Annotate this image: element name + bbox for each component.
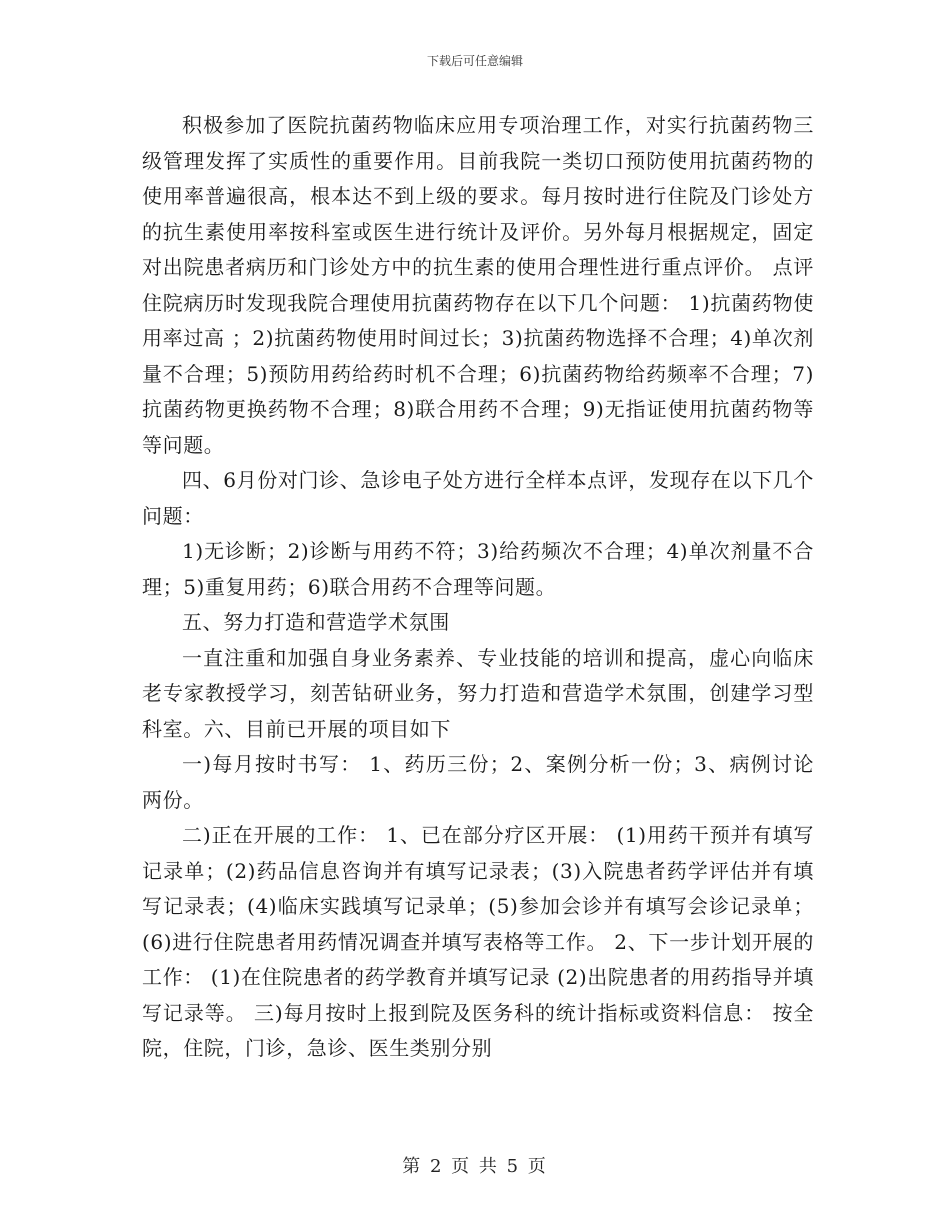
paragraph-ongoing-work: 二)正在开展的工作： 1、已在部分疗区开展： (1)用药干预并有填写记录单；(2)药品信息咨询并有填写记录表；(3)入院患者药学评估并有填写记录表；(4)临床实践填写记录单；(5)参加会诊并有填写会诊记录单；(6)进行住院患者用药情况调查并填写表格等工作。 2、下一步计划开展的工作： (1)在住院患者的药学教育并填写记录 (2)出院患者的用药指导并填写记录等。 三)每月按时上报到院及医务科的统计指标或资料信息： 按全院，住院，门诊，急诊、医生类别分别 <box>142 823 814 1060</box>
paragraph-antibacterial-management: 积极参加了医院抗菌药物临床应用专项治理工作，对实行抗菌药物三级管理发挥了实质性的重要作用。目前我院一类切口预防使用抗菌药物的使用率普遍很高，根本达不到上级的要求。每月按时进行住院及门诊处方的抗生素使用率按科室或医生进行统计及评价。另外每月根据规定，固定对出院患者病历和门诊处方中的抗生素的使用合理性进行重点评价。 点评住院病历时发现我院合理使用抗菌药物存在以下几个问题： 1)抗菌药物使用率过高 ；2)抗菌药物使用时间过长；3)抗菌药物选择不合理；4)单次剂量不合理；5)预防用药给药时机不合理；6)抗菌药物给药频率不合理；7)抗菌药物更换药物不合理；8)联合用药不合理；9)无指证使用抗菌药物等等问题。 <box>142 113 814 457</box>
paragraph-academic-atmosphere: 一直注重和加强自身业务素养、专业技能的培训和提高，虚心向临床老专家教授学习，刻苦钻研业务，努力打造和营造学术氛围，创建学习型科室。六、目前已开展的项目如下 <box>142 645 814 741</box>
paragraph-prescription-issues: 1)无诊断；2)诊断与用药不符；3)给药频次不合理；4)单次剂量不合理；5)重复用药；6)联合用药不合理等问题。 <box>142 539 814 599</box>
page-header: 下载后可任意编辑 <box>426 54 523 68</box>
section-heading-five: 五、努力打造和营造学术氛围 <box>182 610 450 634</box>
document-body <box>142 108 814 1067</box>
paragraph-monthly-writing: 一)每月按时书写： 1、药历三份；2、案例分析一份；3、病例讨论两份。 <box>142 752 814 812</box>
paragraph-section-four: 四、6月份对门诊、急诊电子处方进行全样本点评，发现存在以下几个问题： <box>142 468 814 528</box>
page-number-footer: 第 2 页 共 5 页 <box>402 1156 548 1177</box>
